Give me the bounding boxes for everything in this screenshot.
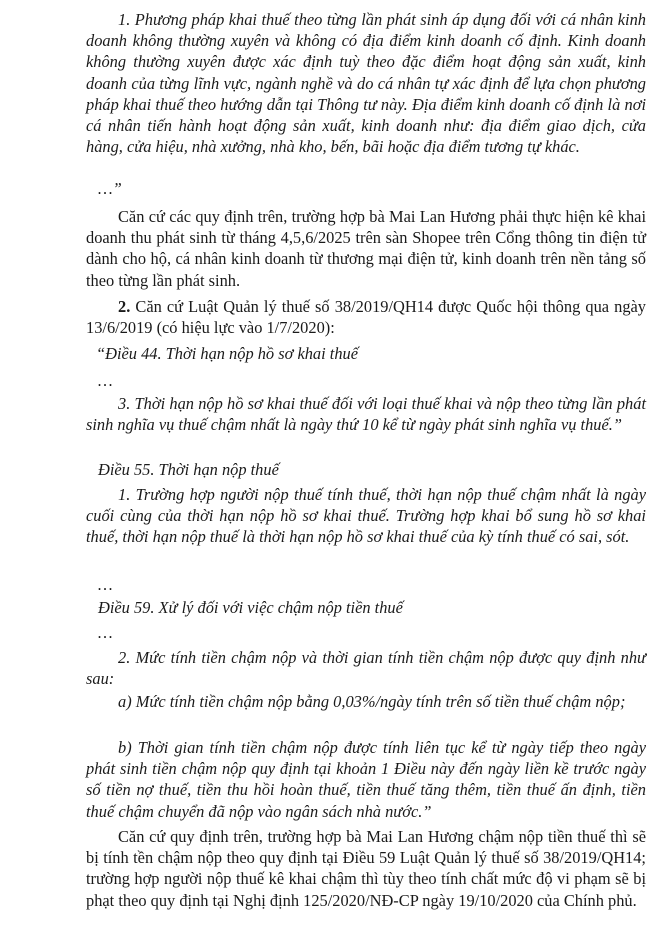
legal-basis-text: Căn cứ Luật Quản lý thuế số 38/2019/QH14 được Quốc hội thông qua ngày 13/6/2019 (có hiệu lực vào 1/7/2020): xyxy=(86,297,646,338)
article-59-clause-2b: b) Thời gian tính tiền chậm nộp được tính liên tục kể từ ngày tiếp theo ngày phát sinh tiền chậm nộp quy định tại khoản 1 Điều này đến ngày liền kề trước ngày số tiền nợ thuế, tiền thu hồi hoàn thuế, tiền thuế tăng thêm, tiền thuế ấn định, tiền thuế chậm chuyển đã nộp vào ngân sách nhà nước.” xyxy=(86,738,646,821)
article-59-clause-2: 2. Mức tính tiền chậm nộp và thời gian tính tiền chậm nộp được quy định như sau: xyxy=(86,648,646,689)
ellipsis-quote-end: …” xyxy=(98,179,122,198)
article-59-heading: Điều 59. Xử lý đối với việc chậm nộp tiền thuế xyxy=(98,598,403,617)
paragraph-conclusion-2: Căn cứ quy định trên, trường hợp bà Mai Lan Hương chậm nộp tiền thuế thì sẽ bị tính tền chậm nộp theo quy định tại Điều 59 Luật Quản lý thuế số 38/2019/QH14; trường hợp người nộp thuế kê khai chậm thì tùy theo tính chất mức độ vi phạm sẽ bị phạt theo quy định tại Nghị định 125/2020/NĐ-CP ngày 19/10/2020 của Chính phủ. xyxy=(86,827,646,910)
paragraph-legal-basis-2 xyxy=(86,296,646,338)
article-44-heading: “Điều 44. Thời hạn nộp hồ sơ khai thuế xyxy=(96,344,358,363)
ellipsis-3: … xyxy=(98,623,113,642)
article-55-heading: Điều 55. Thời hạn nộp thuế xyxy=(98,460,279,479)
ellipsis-2: … xyxy=(98,575,113,594)
quoted-clause-1: 1. Phương pháp khai thuế theo từng lần phát sinh áp dụng đối với cá nhân kinh doanh không thường xuyên và không có địa điểm kinh doanh cố định. Kinh doanh không thường xuyên được xác định tuỳ theo đặc điểm hoạt động sản xuất, kinh doanh của từng lĩnh vực, ngành nghề và do cá nhân tự xác định để lựa chọn phương pháp khai thuế theo hướng dẫn tại Thông tư này. Địa điểm kinh doanh cố định là nơi cá nhân tiến hành hoạt động sản xuất, kinh doanh như: địa điểm giao dịch, cửa hàng, cửa hiệu, nhà xưởng, nhà kho, bến, bãi hoặc địa điểm tương tự khác. xyxy=(86,10,646,157)
paragraph-conclusion-1: Căn cứ các quy định trên, trường hợp bà Mai Lan Hương phải thực hiện kê khai doanh thu phát sinh từ tháng 4,5,6/2025 trên sàn Shopee trên Cổng thông tin điện tử dành cho hộ, cá nhân kinh doanh từ thương mại điện tử, kinh doanh trên nền tảng số theo từng lần phát sinh. xyxy=(86,207,646,290)
article-55-clause-1: 1. Trường hợp người nộp thuế tính thuế, thời hạn nộp thuế chậm nhất là ngày cuối cùng của thời hạn nộp hồ sơ khai thuế. Trường hợp khai bổ sung hồ sơ khai thuế, thời hạn nộp thuế là thời hạn nộp hồ sơ khai thuế của kỳ tính thuế có sai, sót. xyxy=(86,485,646,547)
ellipsis-1: … xyxy=(98,371,113,390)
article-59-clause-2a: a) Mức tính tiền chậm nộp bằng 0,03%/ngày tính trên số tiền thuế chậm nộp; xyxy=(118,692,626,711)
article-44-clause-3: 3. Thời hạn nộp hồ sơ khai thuế đối với loại thuế khai và nộp theo từng lần phát sinh nghĩa vụ thuế chậm nhất là ngày thứ 10 kể từ ngày phát sinh nghĩa vụ thuế.” xyxy=(86,394,646,435)
item-number: 2. xyxy=(118,297,131,316)
